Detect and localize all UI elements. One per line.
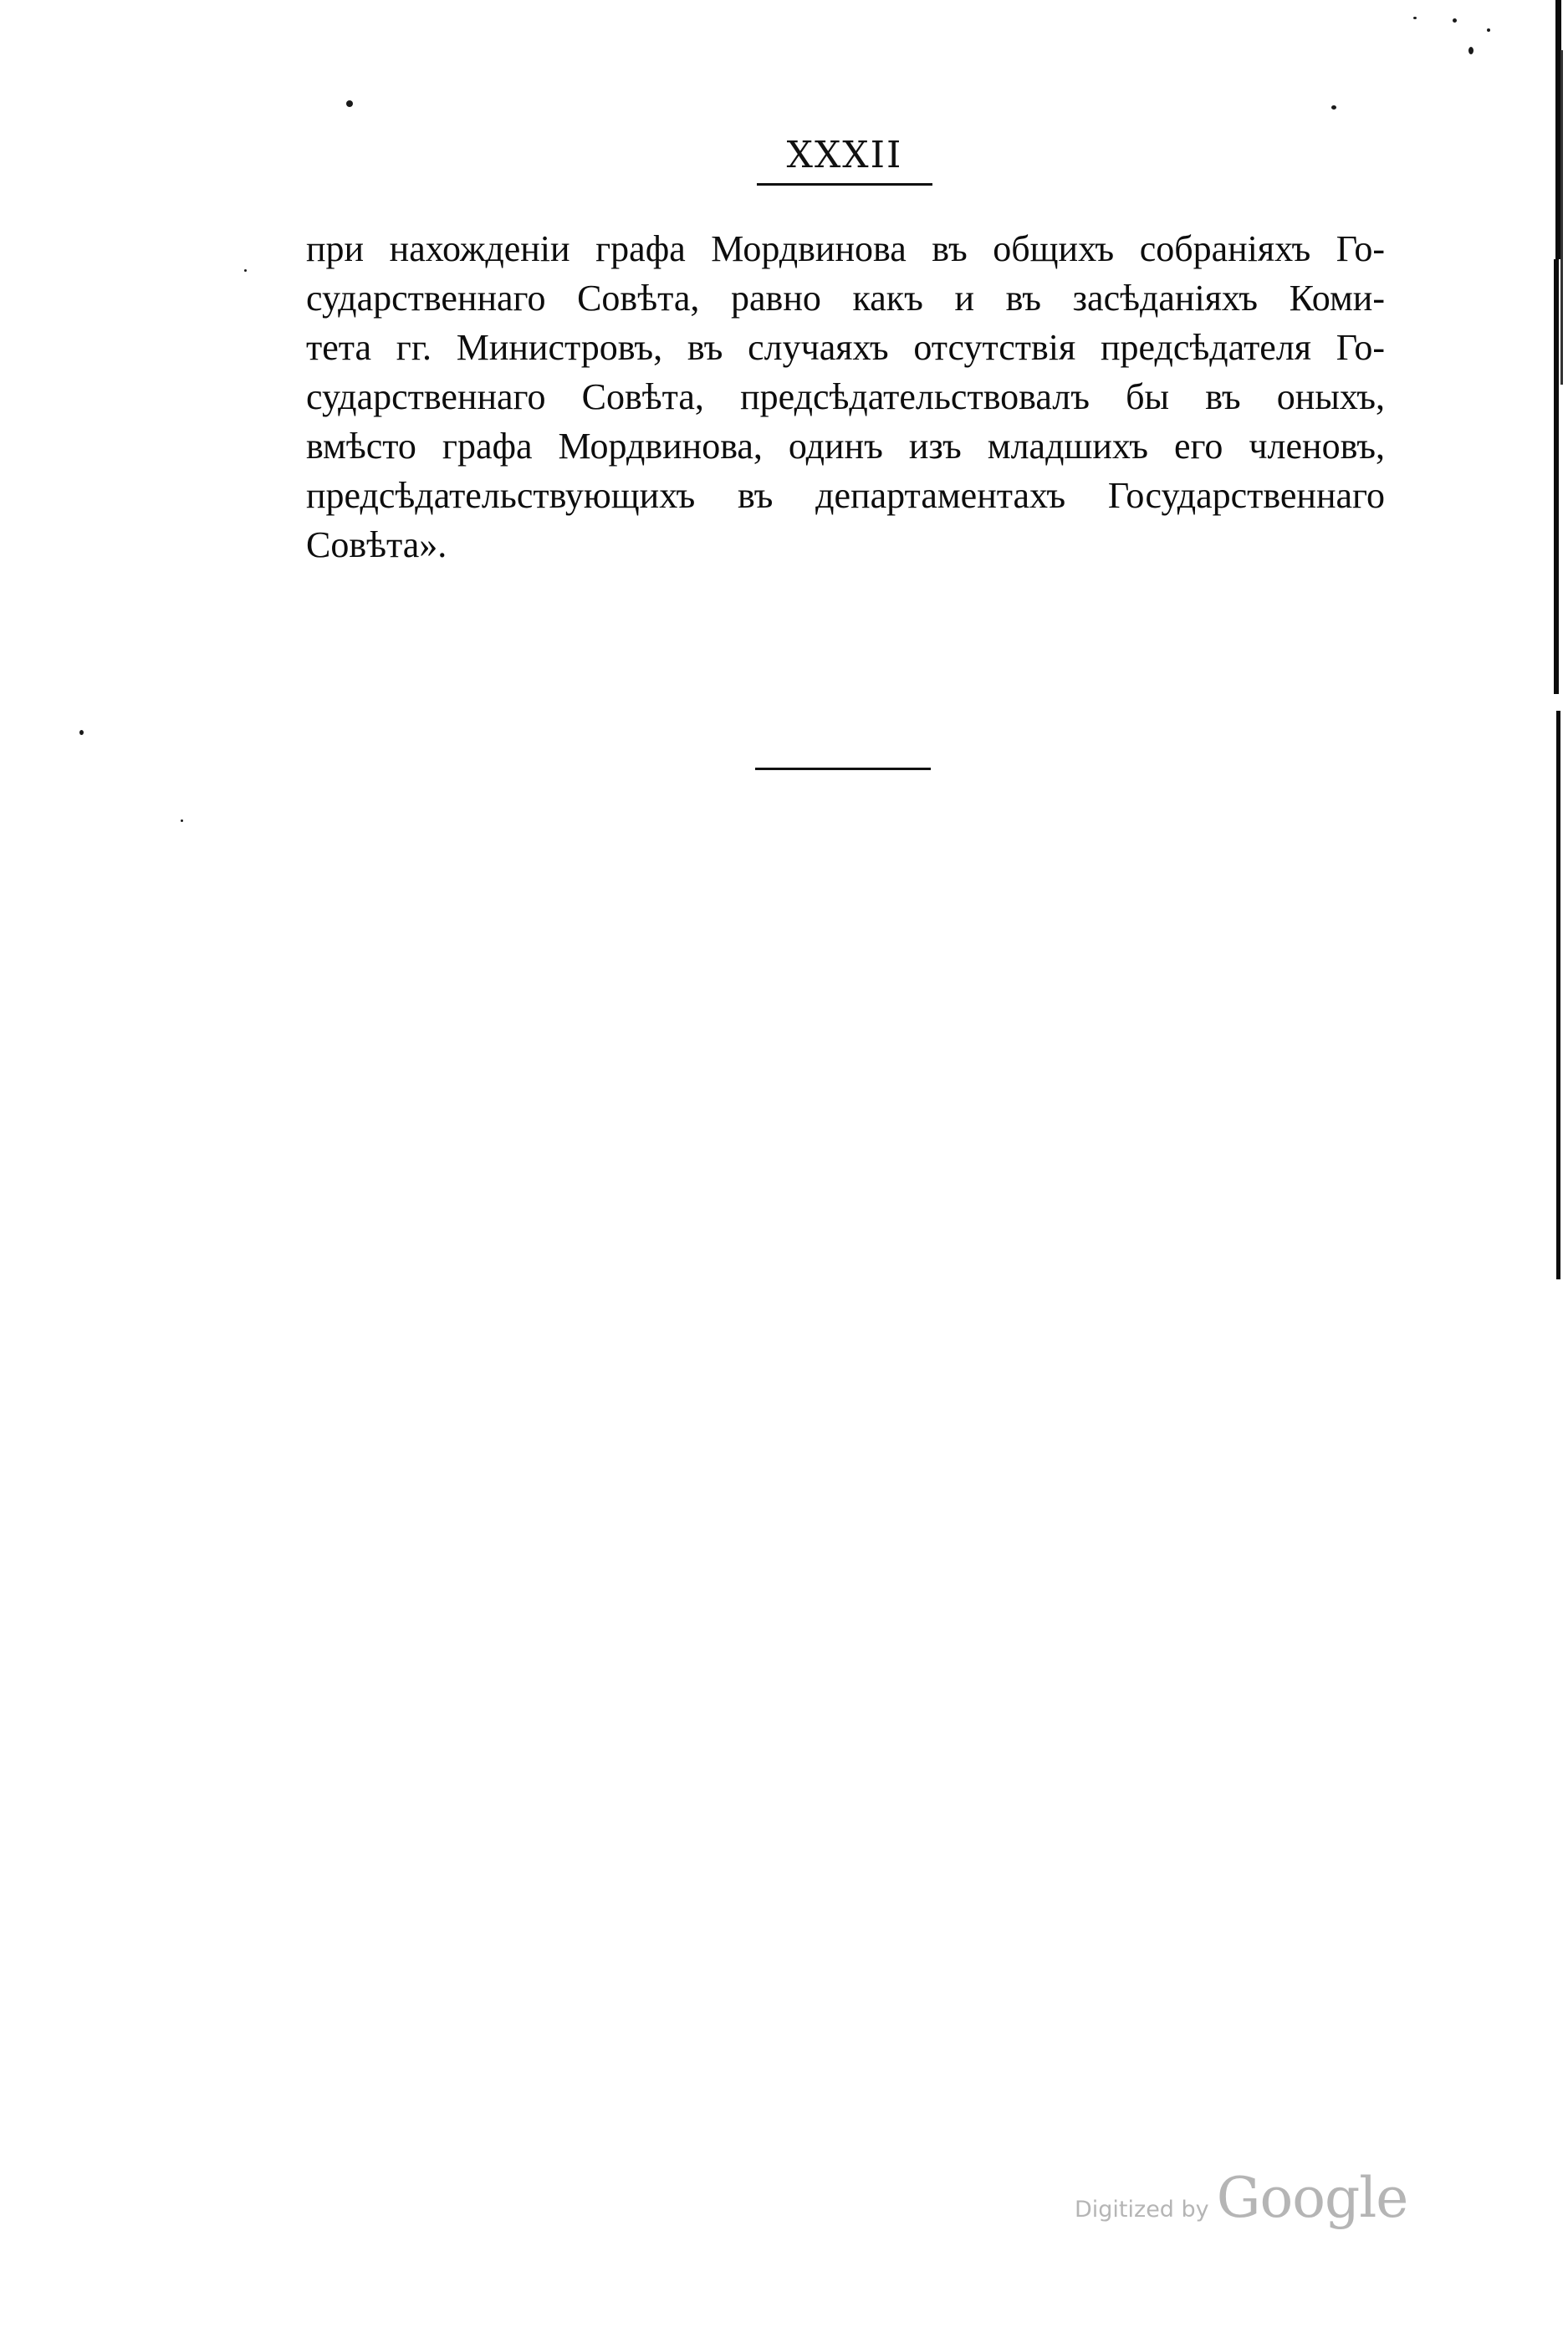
scan-speck xyxy=(1453,18,1457,23)
text-line: тета гг. Министровъ, въ случаяхъ отсутствiя предсѣдателя Го- xyxy=(306,327,1385,368)
scan-speck xyxy=(79,730,84,735)
scan-edge xyxy=(1556,711,1560,1279)
page-number-underline xyxy=(757,183,932,186)
scan-speck xyxy=(181,819,183,822)
scan-speck xyxy=(346,100,353,107)
section-end-rule xyxy=(755,768,931,770)
scan-speck xyxy=(1413,17,1417,19)
watermark-prefix: Digitized by xyxy=(1075,2197,1209,2223)
text-line: вмѣсто графа Мордвинова, одинъ изъ младшихъ его членовъ, xyxy=(306,426,1385,467)
scan-speck xyxy=(244,269,247,272)
scan-speck xyxy=(1468,47,1474,54)
text-line: Совѣта». xyxy=(306,524,447,565)
text-line: сударственнаго Совѣта, предсѣдательствовалъ бы въ оныхъ, xyxy=(306,376,1385,417)
digitized-watermark xyxy=(1075,2166,1407,2233)
body-paragraph xyxy=(306,224,1385,569)
scan-speck xyxy=(1331,105,1336,110)
text-line: предсѣдательствующихъ въ департаментахъ Государственнаго xyxy=(306,475,1385,516)
scan-edge xyxy=(1560,50,1563,385)
page-number: XXXII xyxy=(786,134,903,176)
text-line: при нахожденiи графа Мордвинова въ общихъ собранiяхъ Го- xyxy=(306,228,1385,269)
google-logo: Google xyxy=(1216,2166,1408,2230)
text-line: сударственнаго Совѣта, равно какъ и въ засѣданiяхъ Коми- xyxy=(306,278,1385,319)
scan-speck xyxy=(1487,28,1490,32)
scan-edge xyxy=(1554,259,1559,694)
